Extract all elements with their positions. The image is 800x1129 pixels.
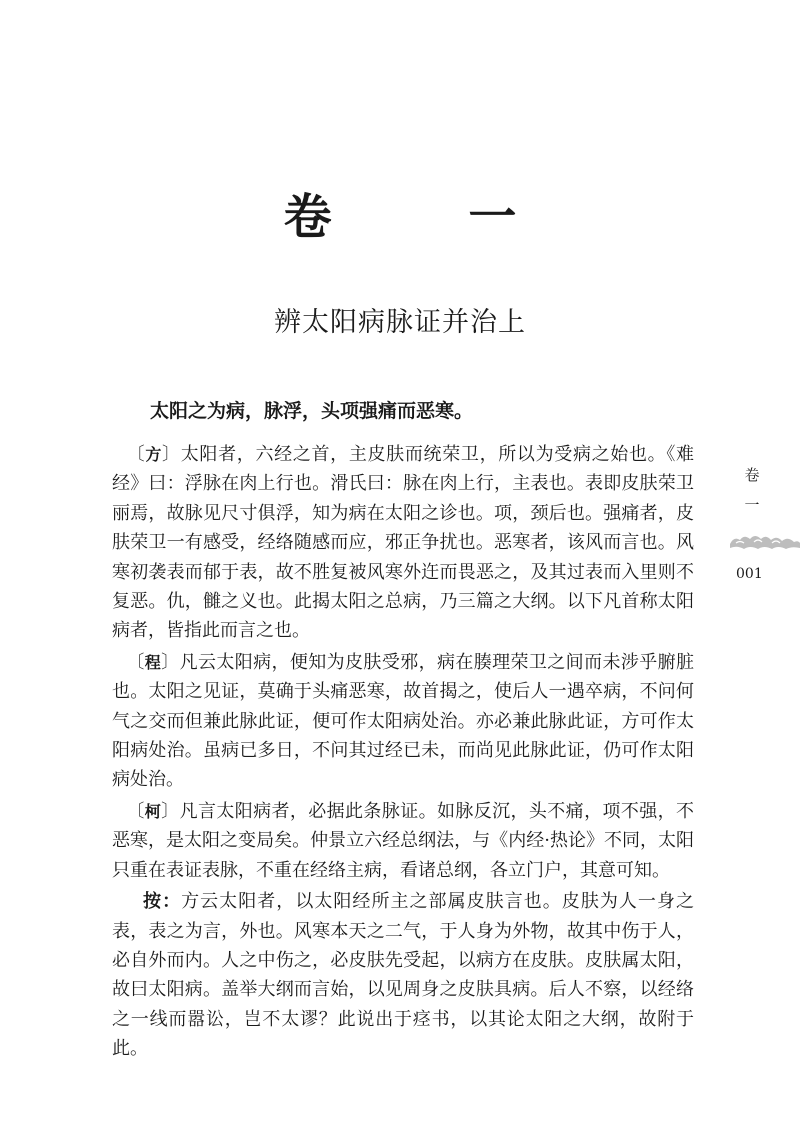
commentary-text: 凡言太阳病者，必据此条脉证。如脉反沉，头不痛，项不强，不恶寒，是太阳之变局矣。仲景立六经总纲法，与《内经·热论》不同，太阳只重在表证表脉，不重在经络主病，看诸总纲，各立门户，其意可知。 bbox=[112, 800, 694, 881]
commentary-fang bbox=[112, 440, 694, 646]
main-text bbox=[112, 395, 694, 1066]
commentary-cheng bbox=[112, 648, 694, 795]
chapter-title: 卷 一 bbox=[283, 189, 577, 245]
commentary-ke bbox=[112, 797, 694, 885]
commentary-an bbox=[112, 887, 694, 1063]
commentator-tag: 〔程〕 bbox=[126, 651, 180, 673]
commentator-tag: 〔柯〕 bbox=[126, 800, 180, 822]
commentary-text: 方云太阳者，以太阳经所主之部属皮肤言也。皮肤为人一身之表，表之为言，外也。风寒本天之二气，于人身为外物，故其中伤于人，必自外而内。人之中伤之，必皮肤先受起，以病方在皮肤。皮肤属太阳，故曰太阳病。盖举大纲而言始，以见周身之皮肤具病。后人不察，以经络之一线而嚣讼，岂不太谬？此说出于痉书，以其论太阳之大纲，故附于此。 bbox=[112, 891, 695, 1060]
page-number: 001 bbox=[736, 566, 763, 582]
section-title: 辨太阳病脉证并治上 bbox=[274, 307, 526, 338]
clause-heading: 太阳之为病，脉浮，头项强痛而恶寒。 bbox=[150, 400, 474, 422]
cloud-ornament-icon bbox=[728, 530, 800, 552]
commentary-text: 太阳者，六经之首，主皮肤而统荣卫，所以为受病之始也。《难经》曰：浮脉在肉上行也。滑氏曰：脉在肉上行，主表也。表即皮肤荣卫丽焉，故脉见尺寸俱浮，知为病在太阳之诊也。项，颈后也。强痛者，皮肤荣卫一有感受，经络随感而应，邪正争扰也。恶寒者，该风而言也。风寒初袭表而郁于表，故不胜复被风寒外迕而畏恶之，及其过表而入里则不复恶。仇，雠之义也。此揭太阳之总病，乃三篇之大纲。以下凡首称太阳病者，皆指此而言之也。 bbox=[112, 444, 695, 642]
chapter-char: 卷 bbox=[744, 466, 760, 484]
commentary-text: 凡云太阳病，便知为皮肤受邪，病在腠理荣卫之间而未涉乎腑脏也。太阳之见证，莫确于头痛恶寒，故首揭之，使后人一遇卒病，不问何气之交而但兼此脉此证，便可作太阳病处治。亦必兼此脉此证，方可作太阳病处治。虽病已多日，不问其过经已未，而尚见此脉此证，仍可作太阳病处治。 bbox=[112, 651, 694, 791]
running-chapter-marker bbox=[728, 460, 776, 520]
chapter-char: 一 bbox=[744, 496, 760, 514]
note-label: 按： bbox=[142, 891, 182, 913]
commentator-tag: 〔方〕 bbox=[126, 444, 181, 465]
